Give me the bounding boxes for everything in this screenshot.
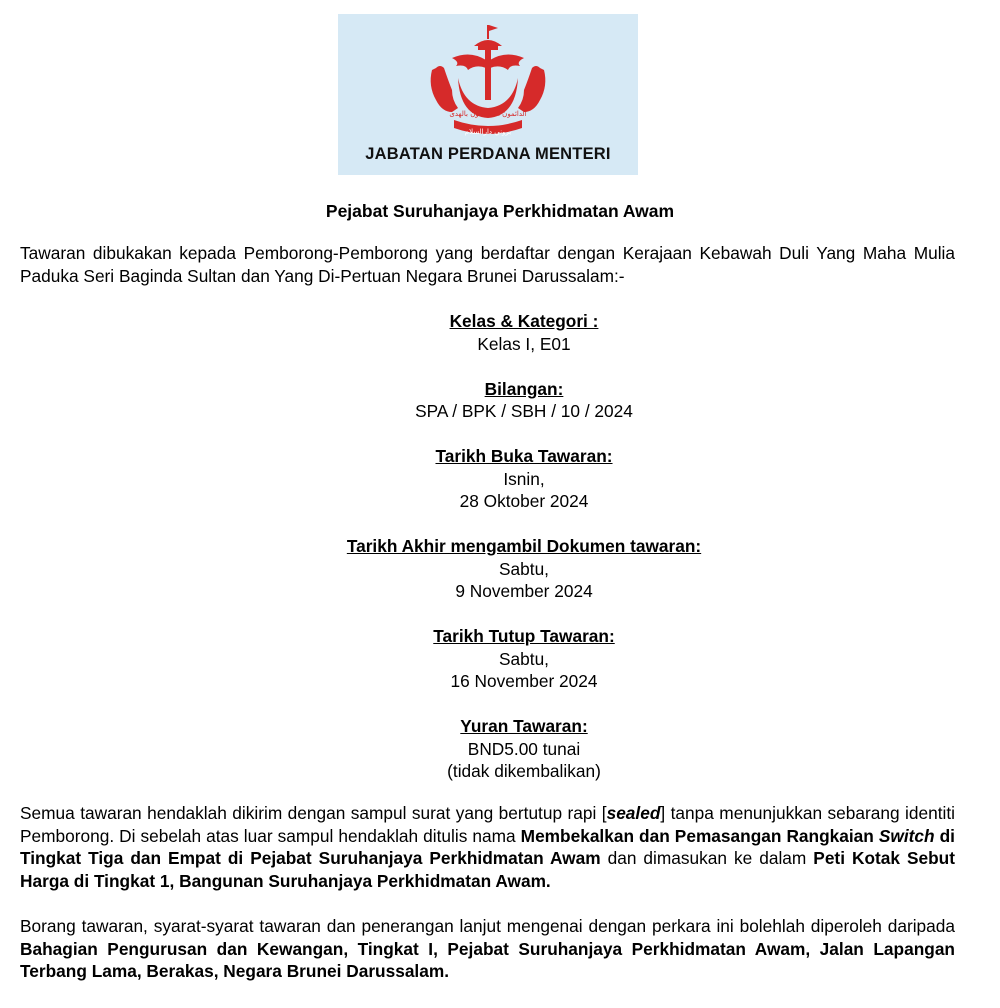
field-value: BND5.00 tunai [467, 738, 581, 759]
field-reference-number [24, 378, 1000, 423]
crest-inscription-motto: الدائمون المحسنون بالهدى [449, 110, 527, 118]
tender-details [24, 310, 1000, 805]
intro-paragraph: Tawaran dibukakan kepada Pemborong-Pemborong yang berdaftar dengan Kerajaan Kebawah Duli Yang Maha Mulia Paduka Seri Baginda Sultan dan Yang Di-Pertuan Negara Brunei Darussalam:- [20, 243, 955, 286]
ministry-title: JABATAN PERDANA MENTERI [365, 145, 611, 163]
field-label: Tarikh Buka Tawaran: [435, 446, 613, 466]
field-class-category [24, 310, 1000, 355]
text-run-bold: Membekalkan dan Pemasangan Rangkaian [520, 825, 879, 846]
field-closing-date [24, 625, 1000, 693]
text-run-bold: Peti Kotak Sebut Harga di Tingkat 1, Bangunan Suruhanjaya Perkhidmatan Awam. [20, 848, 955, 891]
field-label: Yuran Tawaran: [460, 716, 588, 736]
field-label: Tarikh Tutup Tawaran: [433, 626, 615, 646]
text-run: Borang tawaran, syarat-syarat tawaran dan penerangan lanjut mengenai dengan perkara ini bolehlah diperoleh daripada [20, 916, 955, 936]
text-run: Semua tawaran hendaklah dikirim dengan sampul surat yang bertutup rapi [ [20, 803, 607, 823]
text-run-bold: Bahagian Pengurusan dan Kewangan, Tingkat I, Pejabat Suruhanjaya Perkhidmatan Awam, Jalan Lapangan Terbang Lama, Berakas, Negara Brunei Darussalam. [20, 938, 955, 981]
field-label: Bilangan: [484, 378, 564, 399]
text-run-bold: di Tingkat Tiga dan Empat di Pejabat Suruhanjaya Perkhidmatan Awam [20, 825, 955, 868]
field-value: 28 Oktober 2024 [459, 491, 589, 511]
office-heading: Pejabat Suruhanjaya Perkhidmatan Awam [325, 201, 675, 221]
field-value: Kelas I, E01 [477, 333, 571, 354]
field-value: Sabtu, [499, 648, 549, 669]
text-run-switch: Switch [878, 825, 935, 846]
field-label: Kelas & Kategori : [449, 311, 599, 331]
brunei-crest-icon [418, 20, 558, 140]
ministry-banner [338, 14, 638, 175]
field-document-deadline [24, 535, 1000, 603]
text-run-sealed: sealed [606, 803, 661, 823]
crest-inscription-name: بروني دارالسلام [464, 128, 512, 136]
field-value: (tidak dikembalikan) [447, 761, 601, 781]
text-run: dan dimasukan ke dalam [600, 848, 814, 868]
field-value: Isnin, [503, 468, 545, 489]
field-label: Tarikh Akhir mengambil Dokumen tawaran: [346, 536, 702, 556]
field-opening-date [24, 445, 1000, 513]
field-value: 16 November 2024 [450, 671, 598, 691]
field-value: SPA / BPK / SBH / 10 / 2024 [415, 401, 633, 421]
field-value: 9 November 2024 [455, 581, 593, 601]
info-paragraph [20, 915, 955, 983]
submission-paragraph [20, 802, 955, 892]
field-value: Sabtu, [499, 558, 549, 579]
text-run: ] tanpa menunjukkan sebarang identiti Pemborong. Di sebelah atas luar sampul hendaklah ditulis nama [20, 803, 955, 846]
field-tender-fee [24, 715, 1000, 783]
